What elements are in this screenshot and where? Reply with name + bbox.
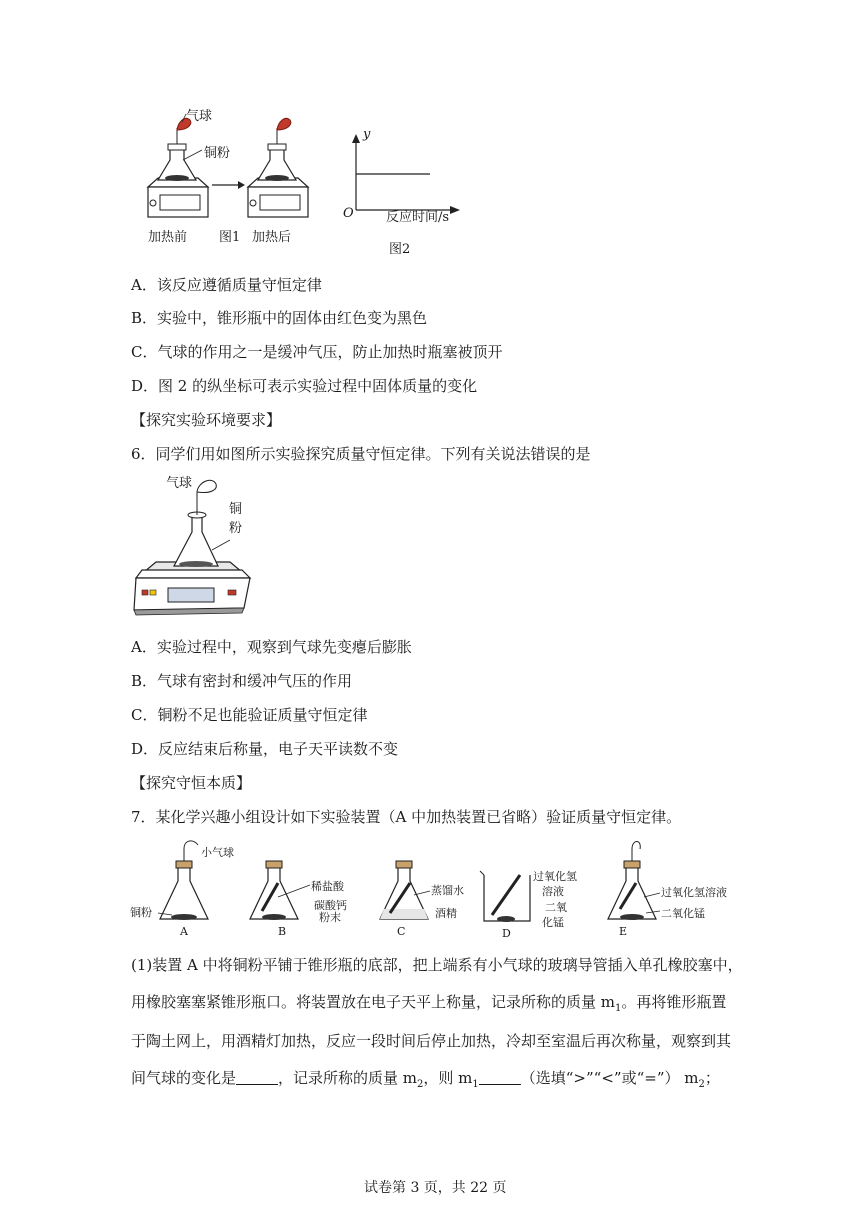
- q6-balloon-label: 气球: [166, 476, 193, 491]
- q5-option-a: A．该反应遵循质量守恒定律: [131, 276, 322, 294]
- fig-b-solid2: 粉末: [319, 911, 341, 924]
- flask-icon: [174, 492, 218, 567]
- q7-part1-line2: 用橡胶塞塞紧锥形瓶口。将装置放在电子天平上称量，记录所称的质量 $m_1$。再将锥形瓶置: [131, 993, 727, 1014]
- q6-option-b: B．气球有密封和缓冲气压的作用: [131, 672, 353, 690]
- fig-a-balloon: 小气球: [201, 846, 234, 859]
- section-heading-2: 【探究守恒本质】: [131, 774, 252, 792]
- figure-1-apparatus: [130, 100, 330, 250]
- arrow-icon: [212, 181, 245, 189]
- fig-b-acid: 稀盐酸: [311, 880, 344, 893]
- fig-e-line2: 二氧化锰: [661, 907, 705, 920]
- balloon-after-icon: [277, 118, 291, 130]
- copper-label: 铜粉: [204, 146, 231, 161]
- after-label: 加热后: [252, 230, 292, 245]
- graph-origin: O: [343, 206, 354, 221]
- q7-part1-line4: 间气球的变化是 ，记录所称的质量 $m_2$，则 $m_1$ （选填“>”“<”或“=”） $m_2$；: [131, 1069, 720, 1090]
- q7-part1-line1: (1)装置 A 中将铜粉平铺于锥形瓶的底部，把上端系有小气球的玻璃导管插入单孔橡胶塞中，: [131, 956, 743, 974]
- flask-after-icon: [258, 128, 296, 181]
- balance-before-icon: [148, 178, 208, 217]
- fig-b-caption: B: [278, 925, 287, 938]
- flask-e-icon: [608, 842, 660, 921]
- fig-d-line2: 溶液: [542, 885, 564, 898]
- fig-d-caption: D: [502, 927, 511, 940]
- fig-d-line4: 化锰: [542, 916, 564, 929]
- fig-e-line1: 过氧化氢溶液: [661, 886, 727, 899]
- q6-option-c: C．铜粉不足也能验证质量守恒定律: [131, 706, 368, 724]
- q5-option-c: C．气球的作用之一是缓冲气压，防止加热时瓶塞被顶开: [131, 343, 503, 361]
- flask-b-icon: [250, 861, 310, 920]
- q7-part1-line3: 于陶土网上，用酒精灯加热，反应一段时间后停止加热，冷却至室温后再次称量，观察到其: [131, 1032, 732, 1050]
- fig-c-water: 蒸馏水: [431, 884, 464, 897]
- q7-stem: 7．某化学兴趣小组设计如下实验装置（A 中加热装置已省略）验证质量守恒定律。: [131, 808, 682, 826]
- graph-x-label: 反应时间/s: [386, 210, 450, 225]
- flask-c-icon: [380, 861, 430, 919]
- electronic-balance-icon: [134, 562, 250, 615]
- page-footer: 试卷第 3 页，共 22 页: [364, 1180, 507, 1196]
- beaker-d-icon: [480, 871, 530, 922]
- fig2-caption: 图2: [389, 242, 411, 257]
- q6-stem: 6．同学们用如图所示实验探究质量守恒定律。下列有关说法错误的是: [131, 445, 591, 463]
- fig-e-caption: E: [619, 925, 628, 938]
- balloon-label: 气球: [186, 109, 213, 124]
- balloon-icon: [197, 480, 216, 492]
- fig-a-copper: 铜粉: [130, 906, 152, 919]
- graph-y-label: y: [363, 127, 371, 142]
- answer-blank-balloon-change[interactable]: [236, 1070, 278, 1085]
- figure-2-graph: [340, 130, 470, 220]
- q6-apparatus-figure: [130, 470, 270, 620]
- fig-c-caption: C: [397, 925, 406, 938]
- balance-after-icon: [248, 178, 308, 217]
- q6-copper-label-1: 铜: [229, 502, 243, 517]
- fig1-caption: 图1: [219, 230, 241, 245]
- fig-d-line3: 二氧: [545, 901, 567, 914]
- fig-a-caption: A: [180, 925, 188, 938]
- answer-blank-comparison[interactable]: [479, 1070, 521, 1085]
- flask-before-icon: [158, 128, 196, 181]
- q6-option-d: D．反应结束后称量，电子天平读数不变: [131, 740, 399, 758]
- fig-c-alcohol: 酒精: [435, 907, 457, 920]
- fig-d-line1: 过氧化氢: [533, 870, 577, 883]
- section-heading-1: 【探究实验环境要求】: [131, 411, 282, 429]
- q5-option-b: B．实验中，锥形瓶中的固体由红色变为黑色: [131, 309, 428, 327]
- q6-option-a: A．实验过程中，观察到气球先变瘪后膨胀: [131, 638, 412, 656]
- q5-option-d: D．图 2 的纵坐标可表示实验过程中固体质量的变化: [131, 377, 478, 395]
- q6-copper-label-2: 粉: [229, 521, 243, 536]
- before-label: 加热前: [148, 230, 188, 245]
- fig-b-solid1: 碳酸钙: [314, 899, 347, 912]
